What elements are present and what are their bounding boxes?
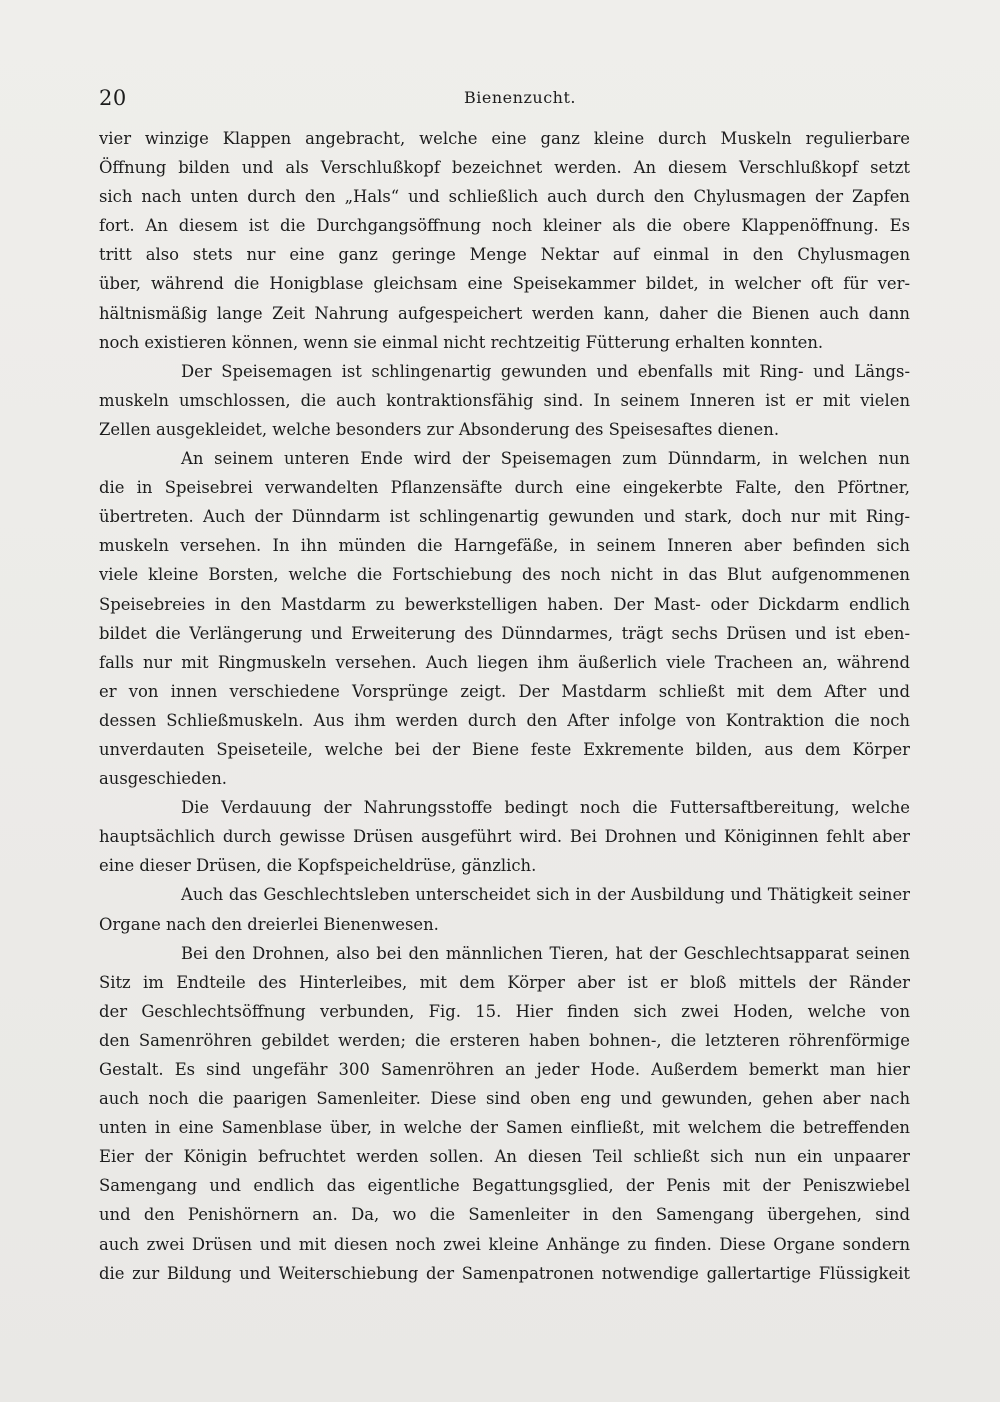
text-line: Die Verdauung der Nahrungsstoffe bedingt noch die Futtersaftbereitung, welche [181, 798, 910, 818]
text-line: muskeln umschlossen, die auch kontraktionsfähig sind. In seinem Inneren ist er mit vielen [99, 390, 910, 410]
text-line: Öffnung bilden und als Verschlußkopf bezeichnet werden. An diesem Verschlußkopf setzt [99, 158, 910, 178]
text-line: Speisebreies in den Mastdarm zu bewerkstelligen haben. Der Mast- oder Dickdarm endlich [99, 594, 910, 614]
text-line: dessen Schließmuskeln. Aus ihm werden durch den After infolge von Kontraktion die noch [99, 710, 910, 730]
text-line: er von innen verschiedene Vorsprünge zeigt. Der Mastdarm schließt mit dem After und [99, 681, 910, 701]
page-number: 20 [99, 86, 127, 110]
text-line: die zur Bildung und Weiterschiebung der Samenpatronen notwendige gallertartige Flüssigkeit [99, 1263, 910, 1283]
body-text [99, 124, 910, 1288]
text-line: Samengang und endlich das eigentliche Begattungsglied, der Penis mit der Peniszwiebel [99, 1176, 910, 1196]
text-line: über, während die Honigblase gleichsam eine Speisekammer bildet, in welcher oft für ver- [99, 274, 910, 294]
text-line: hältnismäßig lange Zeit Nahrung aufgespeichert werden kann, daher die Bienen auch dann [99, 303, 910, 323]
text-line: Eier der Königin befruchtet werden sollen. An diesen Teil schließt sich nun ein unpaarer [99, 1147, 910, 1167]
text-line: Zellen ausgekleidet, welche besonders zur Absonderung des Speisesaftes dienen. [99, 419, 780, 439]
text-line: unverdauten Speiseteile, welche bei der Biene feste Exkremente bilden, aus dem Körper [99, 739, 910, 759]
text-line: Organe nach den dreierlei Bienenwesen. [99, 914, 439, 934]
text-line: übertreten. Auch der Dünndarm ist schlingenartig gewunden und stark, doch nur mit Ring- [99, 507, 910, 527]
text-line: unten in eine Samenblase über, in welche der Samen einfließt, mit welchem die betreffenden [99, 1118, 910, 1138]
text-line: auch noch die paarigen Samenleiter. Diese sind oben eng und gewunden, gehen aber nach [99, 1089, 910, 1109]
text-line: viele kleine Borsten, welche die Fortschiebung des noch nicht in das Blut aufgenommenen [99, 565, 910, 585]
text-line: Auch das Geschlechtsleben unterscheidet sich in der Ausbildung und Thätigkeit seiner [181, 885, 910, 905]
text-line: ausgeschieden. [99, 769, 227, 789]
text-line: Bei den Drohnen, also bei den männlichen Tieren, hat der Geschlechtsapparat seinen [181, 943, 910, 963]
text-line: muskeln versehen. In ihn münden die Harngefäße, in seinem Inneren aber befinden sich [99, 536, 910, 556]
text-line: eine dieser Drüsen, die Kopfspeicheldrüse, gänzlich. [99, 856, 537, 876]
text-line: und den Penishörnern an. Da, wo die Samenleiter in den Samengang übergehen, sind [99, 1205, 910, 1225]
text-line: fort. An diesem ist die Durchgangsöffnung noch kleiner als die obere Klappenöffnung. Es [99, 216, 910, 236]
text-line: hauptsächlich durch gewisse Drüsen ausgeführt wird. Bei Drohnen und Königinnen fehlt aber [99, 827, 910, 847]
text-line: sich nach unten durch den „Hals“ und schließlich auch durch den Chylusmagen der Zapfen [99, 187, 910, 207]
text-line: auch zwei Drüsen und mit diesen noch zwei kleine Anhänge zu finden. Diese Organe sondern [99, 1234, 910, 1254]
text-line: Gestalt. Es sind ungefähr 300 Samenröhren an jeder Hode. Außerdem bemerkt man hier [99, 1060, 910, 1079]
text-line: bildet die Verlängerung und Erweiterung des Dünndarmes, trägt sechs Drüsen und ist eben- [99, 623, 910, 643]
text-line: den Samenröhren gebildet werden; die ersteren haben bohnen-, die letzteren röhrenförmige [99, 1030, 910, 1050]
text-line: Der Speisemagen ist schlingenartig gewunden und ebenfalls mit Ring- und Längs- [181, 361, 910, 381]
text-line: noch existieren können, wenn sie einmal nicht rechtzeitig Fütterung erhalten konnten. [99, 332, 824, 352]
text-line: der Geschlechtsöffnung verbunden, Fig. 15. Hier finden sich zwei Hoden, welche von [99, 1001, 910, 1021]
text-line: falls nur mit Ringmuskeln versehen. Auch liegen ihm äußerlich viele Tracheen an, während [99, 652, 910, 672]
text-line: Sitz im Endteile des Hinterleibes, mit dem Körper aber ist er bloß mittels der Ränder [99, 972, 910, 992]
text-line: vier winzige Klappen angebracht, welche eine ganz kleine durch Muskeln regulierbare [99, 129, 910, 148]
text-line: die in Speisebrei verwandelten Pflanzensäfte durch eine eingekerbte Falte, den Pförtner, [99, 478, 910, 498]
running-title: Bienenzucht. [464, 88, 576, 107]
text-line: An seinem unteren Ende wird der Speisemagen zum Dünndarm, in welchen nun [181, 449, 910, 469]
text-line: tritt also stets nur eine ganz geringe Menge Nektar auf einmal in den Chylusmagen [99, 245, 910, 265]
